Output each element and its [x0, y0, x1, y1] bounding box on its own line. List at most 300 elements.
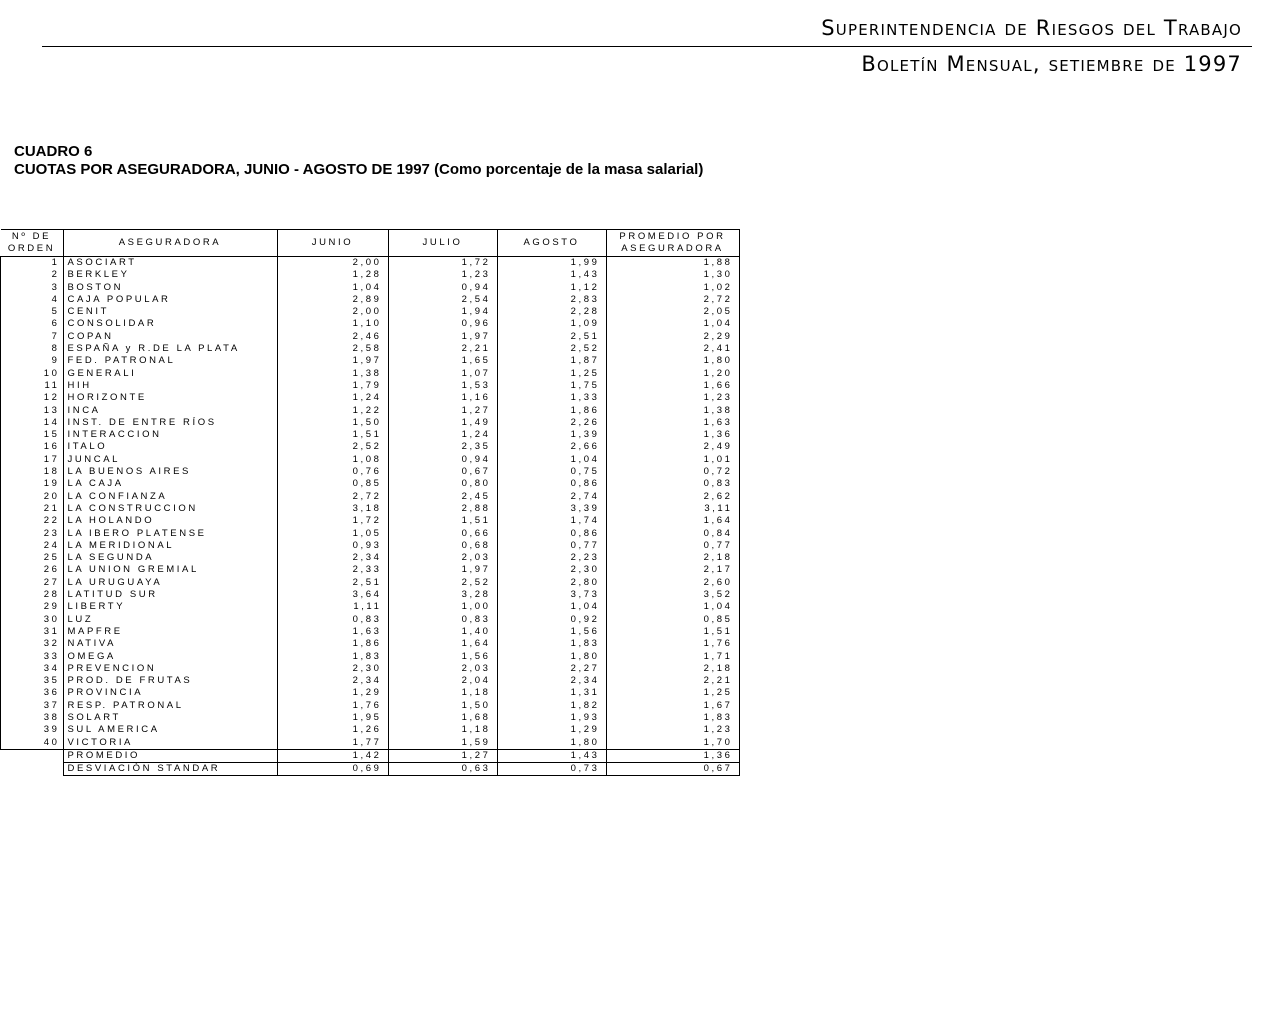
row-promedio: 0,72: [606, 466, 739, 478]
row-agosto: 2,66: [497, 441, 606, 453]
row-aseguradora: LA UNION GREMIAL: [63, 564, 277, 576]
row-order: 38: [1, 712, 64, 724]
row-agosto: 1,31: [497, 687, 606, 699]
row-agosto: 2,74: [497, 491, 606, 503]
row-julio: 1,51: [388, 515, 497, 527]
row-junio: 1,97: [277, 355, 388, 367]
row-aseguradora: LA HOLANDO: [63, 515, 277, 527]
row-junio: 1,50: [277, 417, 388, 429]
row-order: 5: [1, 306, 64, 318]
row-agosto: 1,09: [497, 318, 606, 330]
row-promedio: 0,85: [606, 614, 739, 626]
table-row: [1, 737, 740, 750]
row-agosto: 1,33: [497, 392, 606, 404]
table-row: [1, 724, 740, 736]
row-junio: 0,76: [277, 466, 388, 478]
row-promedio: 2,41: [606, 343, 739, 355]
row-aseguradora: SUL AMERICA: [63, 724, 277, 736]
row-junio: 1,77: [277, 737, 388, 750]
col-julio-header: JULIO: [388, 230, 497, 257]
row-junio: 2,00: [277, 306, 388, 318]
row-promedio: 0,77: [606, 540, 739, 552]
row-aseguradora: NATIVA: [63, 638, 277, 650]
table-row: [1, 355, 740, 367]
row-promedio: 1,88: [606, 257, 739, 270]
row-order: 12: [1, 392, 64, 404]
row-julio: 1,65: [388, 355, 497, 367]
bulletin-title: Boletín Mensual, setiembre de 1997: [861, 52, 1242, 76]
row-order: 37: [1, 700, 64, 712]
row-promedio: 1,23: [606, 392, 739, 404]
promedio-row-julio: 1,27: [388, 749, 497, 762]
row-order: 34: [1, 663, 64, 675]
row-order: 14: [1, 417, 64, 429]
desviacion-row-agosto: 0,73: [497, 763, 606, 776]
row-julio: 2,04: [388, 675, 497, 687]
row-agosto: 3,73: [497, 589, 606, 601]
row-junio: 2,89: [277, 294, 388, 306]
row-aseguradora: HIH: [63, 380, 277, 392]
row-promedio: 2,60: [606, 577, 739, 589]
row-aseguradora: LA CONSTRUCCION: [63, 503, 277, 515]
table-number: CUADRO 6: [14, 143, 93, 160]
row-julio: 0,67: [388, 466, 497, 478]
row-julio: 2,45: [388, 491, 497, 503]
row-order: 24: [1, 540, 64, 552]
row-agosto: 1,82: [497, 700, 606, 712]
row-julio: 1,27: [388, 405, 497, 417]
row-julio: 2,54: [388, 294, 497, 306]
row-julio: 1,53: [388, 380, 497, 392]
row-aseguradora: LA CONFIANZA: [63, 491, 277, 503]
row-aseguradora: ASOCIART: [63, 257, 277, 270]
col-orden-header-line2: ORDEN: [7, 243, 56, 254]
row-junio: 1,83: [277, 651, 388, 663]
row-agosto: 2,28: [497, 306, 606, 318]
row-agosto: 2,23: [497, 552, 606, 564]
row-junio: 1,11: [277, 601, 388, 613]
row-aseguradora: BOSTON: [63, 282, 277, 294]
row-agosto: 2,27: [497, 663, 606, 675]
row-aseguradora: VICTORIA: [63, 737, 277, 750]
row-agosto: 2,34: [497, 675, 606, 687]
row-agosto: 2,52: [497, 343, 606, 355]
row-aseguradora: HORIZONTE: [63, 392, 277, 404]
table-row: [1, 589, 740, 601]
col-promedio-header-line1: PROMEDIO POR: [619, 231, 726, 242]
row-agosto: 2,83: [497, 294, 606, 306]
table-row: [1, 392, 740, 404]
row-julio: 1,07: [388, 368, 497, 380]
promedio-row-agosto: 1,43: [497, 749, 606, 762]
desviacion-row-junio: 0,69: [277, 763, 388, 776]
row-agosto: 0,77: [497, 540, 606, 552]
row-order: 29: [1, 601, 64, 613]
row-promedio: 1,25: [606, 687, 739, 699]
row-aseguradora: JUNCAL: [63, 454, 277, 466]
promedio-row-junio: 1,42: [277, 749, 388, 762]
table-row: [1, 441, 740, 453]
row-order: 10: [1, 368, 64, 380]
row-aseguradora: CENIT: [63, 306, 277, 318]
row-julio: 1,59: [388, 737, 497, 750]
row-promedio: 1,51: [606, 626, 739, 638]
promedio-row-promedio: 1,36: [606, 749, 739, 762]
row-agosto: 1,43: [497, 269, 606, 281]
row-junio: 1,95: [277, 712, 388, 724]
row-promedio: 1,36: [606, 429, 739, 441]
row-order: 23: [1, 528, 64, 540]
row-julio: 1,18: [388, 687, 497, 699]
row-order: 3: [1, 282, 64, 294]
table-row: [1, 577, 740, 589]
row-promedio: 1,64: [606, 515, 739, 527]
row-aseguradora: SOLART: [63, 712, 277, 724]
row-junio: 2,72: [277, 491, 388, 503]
row-promedio: 1,30: [606, 269, 739, 281]
row-agosto: 1,93: [497, 712, 606, 724]
row-order: 31: [1, 626, 64, 638]
row-order: 40: [1, 737, 64, 750]
row-promedio: 2,05: [606, 306, 739, 318]
row-aseguradora: RESP. PATRONAL: [63, 700, 277, 712]
row-order: 8: [1, 343, 64, 355]
table-row: [1, 331, 740, 343]
table-row: [1, 257, 740, 270]
table-row: [1, 675, 740, 687]
row-junio: 1,26: [277, 724, 388, 736]
row-julio: 0,66: [388, 528, 497, 540]
table-row: [1, 626, 740, 638]
row-promedio: 1,20: [606, 368, 739, 380]
row-junio: 1,22: [277, 405, 388, 417]
row-promedio: 1,67: [606, 700, 739, 712]
table-row: [1, 712, 740, 724]
row-order: 33: [1, 651, 64, 663]
table-row: [1, 417, 740, 429]
row-julio: 0,83: [388, 614, 497, 626]
row-julio: 1,56: [388, 651, 497, 663]
row-order: 25: [1, 552, 64, 564]
row-order: 11: [1, 380, 64, 392]
row-agosto: 1,25: [497, 368, 606, 380]
row-agosto: 1,86: [497, 405, 606, 417]
row-junio: 2,52: [277, 441, 388, 453]
row-junio: 1,10: [277, 318, 388, 330]
row-agosto: 0,75: [497, 466, 606, 478]
row-promedio: 2,72: [606, 294, 739, 306]
row-julio: 2,03: [388, 663, 497, 675]
row-junio: 0,93: [277, 540, 388, 552]
row-agosto: 1,12: [497, 282, 606, 294]
row-aseguradora: COPAN: [63, 331, 277, 343]
table-row: [1, 478, 740, 490]
quotas-table: [0, 229, 740, 776]
row-julio: 0,80: [388, 478, 497, 490]
table-row: [1, 405, 740, 417]
row-order: 2: [1, 269, 64, 281]
row-order: 9: [1, 355, 64, 367]
col-orden-header: [1, 230, 64, 257]
row-agosto: 0,86: [497, 478, 606, 490]
table-row: [1, 454, 740, 466]
table-row: [1, 601, 740, 613]
table-row: [1, 564, 740, 576]
table-row: [1, 503, 740, 515]
row-julio: 1,97: [388, 331, 497, 343]
promedio-row-label: PROMEDIO: [63, 749, 277, 762]
row-junio: 1,04: [277, 282, 388, 294]
row-junio: 1,79: [277, 380, 388, 392]
row-promedio: 1,63: [606, 417, 739, 429]
row-order: 15: [1, 429, 64, 441]
row-aseguradora: MAPFRE: [63, 626, 277, 638]
row-agosto: 1,04: [497, 601, 606, 613]
row-julio: 0,94: [388, 282, 497, 294]
row-julio: 2,03: [388, 552, 497, 564]
col-agosto-header: AGOSTO: [497, 230, 606, 257]
row-aseguradora: LA CAJA: [63, 478, 277, 490]
row-junio: 1,28: [277, 269, 388, 281]
row-julio: 1,97: [388, 564, 497, 576]
desviacion-row: [1, 763, 740, 776]
row-agosto: 1,99: [497, 257, 606, 270]
row-aseguradora: ESPAÑA y R.DE LA PLATA: [63, 343, 277, 355]
row-agosto: 2,26: [497, 417, 606, 429]
row-aseguradora: CONSOLIDAR: [63, 318, 277, 330]
row-order: 26: [1, 564, 64, 576]
row-junio: 2,30: [277, 663, 388, 675]
row-agosto: 1,83: [497, 638, 606, 650]
row-agosto: 2,30: [497, 564, 606, 576]
row-julio: 1,16: [388, 392, 497, 404]
table-row: [1, 515, 740, 527]
row-junio: 1,51: [277, 429, 388, 441]
row-junio: 1,08: [277, 454, 388, 466]
row-julio: 1,49: [388, 417, 497, 429]
row-order: 35: [1, 675, 64, 687]
header-rule: [42, 46, 1252, 47]
row-julio: 2,52: [388, 577, 497, 589]
row-promedio: 1,04: [606, 318, 739, 330]
row-promedio: 2,18: [606, 552, 739, 564]
col-junio-header: JUNIO: [277, 230, 388, 257]
row-promedio: 3,11: [606, 503, 739, 515]
table-row: [1, 294, 740, 306]
desviacion-row-promedio: 0,67: [606, 763, 739, 776]
promedio-row-spacer: [1, 749, 64, 762]
row-promedio: 1,02: [606, 282, 739, 294]
row-aseguradora: LA SEGUNDA: [63, 552, 277, 564]
row-promedio: 2,17: [606, 564, 739, 576]
row-promedio: 2,49: [606, 441, 739, 453]
row-promedio: 1,80: [606, 355, 739, 367]
row-julio: 2,21: [388, 343, 497, 355]
row-order: 21: [1, 503, 64, 515]
row-junio: 2,00: [277, 257, 388, 270]
table-row: [1, 306, 740, 318]
row-julio: 0,68: [388, 540, 497, 552]
desviacion-row-julio: 0,63: [388, 763, 497, 776]
row-junio: 1,05: [277, 528, 388, 540]
row-julio: 1,64: [388, 638, 497, 650]
row-junio: 1,24: [277, 392, 388, 404]
row-promedio: 2,18: [606, 663, 739, 675]
header-row: [1, 230, 740, 257]
row-julio: 1,72: [388, 257, 497, 270]
row-aseguradora: ITALO: [63, 441, 277, 453]
row-order: 17: [1, 454, 64, 466]
row-agosto: 1,80: [497, 737, 606, 750]
row-aseguradora: LUZ: [63, 614, 277, 626]
desviacion-row-spacer: [1, 763, 64, 776]
row-aseguradora: LA BUENOS AIRES: [63, 466, 277, 478]
row-junio: 3,18: [277, 503, 388, 515]
row-junio: 3,64: [277, 589, 388, 601]
row-promedio: 1,71: [606, 651, 739, 663]
table-row: [1, 368, 740, 380]
table-row: [1, 491, 740, 503]
row-aseguradora: LA IBERO PLATENSE: [63, 528, 277, 540]
row-aseguradora: BERKLEY: [63, 269, 277, 281]
promedio-row: [1, 749, 740, 762]
row-julio: 2,35: [388, 441, 497, 453]
row-order: 16: [1, 441, 64, 453]
row-julio: 0,96: [388, 318, 497, 330]
row-julio: 2,88: [388, 503, 497, 515]
row-promedio: 0,83: [606, 478, 739, 490]
row-junio: 2,58: [277, 343, 388, 355]
row-junio: 1,72: [277, 515, 388, 527]
row-junio: 1,76: [277, 700, 388, 712]
row-agosto: 1,04: [497, 454, 606, 466]
row-aseguradora: FED. PATRONAL: [63, 355, 277, 367]
row-agosto: 1,80: [497, 651, 606, 663]
row-junio: 2,34: [277, 675, 388, 687]
col-aseguradora-header: ASEGURADORA: [63, 230, 277, 257]
row-julio: 1,00: [388, 601, 497, 613]
table-row: [1, 528, 740, 540]
row-aseguradora: LIBERTY: [63, 601, 277, 613]
row-aseguradora: CAJA POPULAR: [63, 294, 277, 306]
table-row: [1, 380, 740, 392]
row-aseguradora: OMEGA: [63, 651, 277, 663]
row-promedio: 1,76: [606, 638, 739, 650]
row-promedio: 2,29: [606, 331, 739, 343]
row-order: 36: [1, 687, 64, 699]
row-julio: 1,23: [388, 269, 497, 281]
row-order: 1: [1, 257, 64, 270]
row-junio: 1,63: [277, 626, 388, 638]
row-promedio: 1,01: [606, 454, 739, 466]
org-name: Superintendencia de Riesgos del Trabajo: [821, 16, 1242, 40]
table-row: [1, 318, 740, 330]
row-promedio: 1,23: [606, 724, 739, 736]
table-row: [1, 343, 740, 355]
row-agosto: 1,74: [497, 515, 606, 527]
table-row: [1, 663, 740, 675]
row-agosto: 1,39: [497, 429, 606, 441]
row-junio: 0,85: [277, 478, 388, 490]
row-agosto: 1,56: [497, 626, 606, 638]
row-order: 28: [1, 589, 64, 601]
row-junio: 1,29: [277, 687, 388, 699]
row-order: 22: [1, 515, 64, 527]
table-row: [1, 429, 740, 441]
row-agosto: 1,29: [497, 724, 606, 736]
table-row: [1, 700, 740, 712]
table-title: CUOTAS POR ASEGURADORA, JUNIO - AGOSTO DE 1997 (Como porcentaje de la masa salarial): [14, 161, 704, 178]
table-row: [1, 638, 740, 650]
row-order: 19: [1, 478, 64, 490]
row-order: 32: [1, 638, 64, 650]
row-aseguradora: INCA: [63, 405, 277, 417]
row-aseguradora: GENERALI: [63, 368, 277, 380]
row-aseguradora: LA MERIDIONAL: [63, 540, 277, 552]
row-julio: 1,68: [388, 712, 497, 724]
row-junio: 2,46: [277, 331, 388, 343]
row-promedio: 1,83: [606, 712, 739, 724]
table-row: [1, 687, 740, 699]
row-aseguradora: INST. DE ENTRE RÍOS: [63, 417, 277, 429]
row-julio: 1,94: [388, 306, 497, 318]
row-order: 7: [1, 331, 64, 343]
row-julio: 1,50: [388, 700, 497, 712]
row-agosto: 3,39: [497, 503, 606, 515]
row-junio: 2,34: [277, 552, 388, 564]
row-aseguradora: PREVENCION: [63, 663, 277, 675]
table-row: [1, 651, 740, 663]
row-junio: 1,38: [277, 368, 388, 380]
row-julio: 1,40: [388, 626, 497, 638]
table-row: [1, 540, 740, 552]
row-promedio: 1,66: [606, 380, 739, 392]
row-aseguradora: LA URUGUAYA: [63, 577, 277, 589]
row-promedio: 0,84: [606, 528, 739, 540]
row-promedio: 2,21: [606, 675, 739, 687]
col-promedio-header: [606, 230, 739, 257]
row-julio: 1,18: [388, 724, 497, 736]
row-promedio: 1,38: [606, 405, 739, 417]
row-order: 4: [1, 294, 64, 306]
row-promedio: 2,62: [606, 491, 739, 503]
desviacion-row-label: DESVIACIÓN STANDAR: [63, 763, 277, 776]
row-julio: 1,24: [388, 429, 497, 441]
row-order: 13: [1, 405, 64, 417]
row-aseguradora: INTERACCION: [63, 429, 277, 441]
row-junio: 0,83: [277, 614, 388, 626]
table-row: [1, 269, 740, 281]
row-agosto: 1,87: [497, 355, 606, 367]
row-aseguradora: PROD. DE FRUTAS: [63, 675, 277, 687]
table-row: [1, 552, 740, 564]
row-agosto: 2,80: [497, 577, 606, 589]
row-agosto: 0,92: [497, 614, 606, 626]
row-junio: 1,86: [277, 638, 388, 650]
row-order: 39: [1, 724, 64, 736]
row-order: 6: [1, 318, 64, 330]
row-julio: 3,28: [388, 589, 497, 601]
row-agosto: 1,75: [497, 380, 606, 392]
row-junio: 2,33: [277, 564, 388, 576]
col-orden-header-line1: Nº DE: [11, 231, 52, 242]
row-order: 20: [1, 491, 64, 503]
row-junio: 2,51: [277, 577, 388, 589]
row-order: 27: [1, 577, 64, 589]
row-aseguradora: LATITUD SUR: [63, 589, 277, 601]
row-agosto: 2,51: [497, 331, 606, 343]
row-promedio: 3,52: [606, 589, 739, 601]
